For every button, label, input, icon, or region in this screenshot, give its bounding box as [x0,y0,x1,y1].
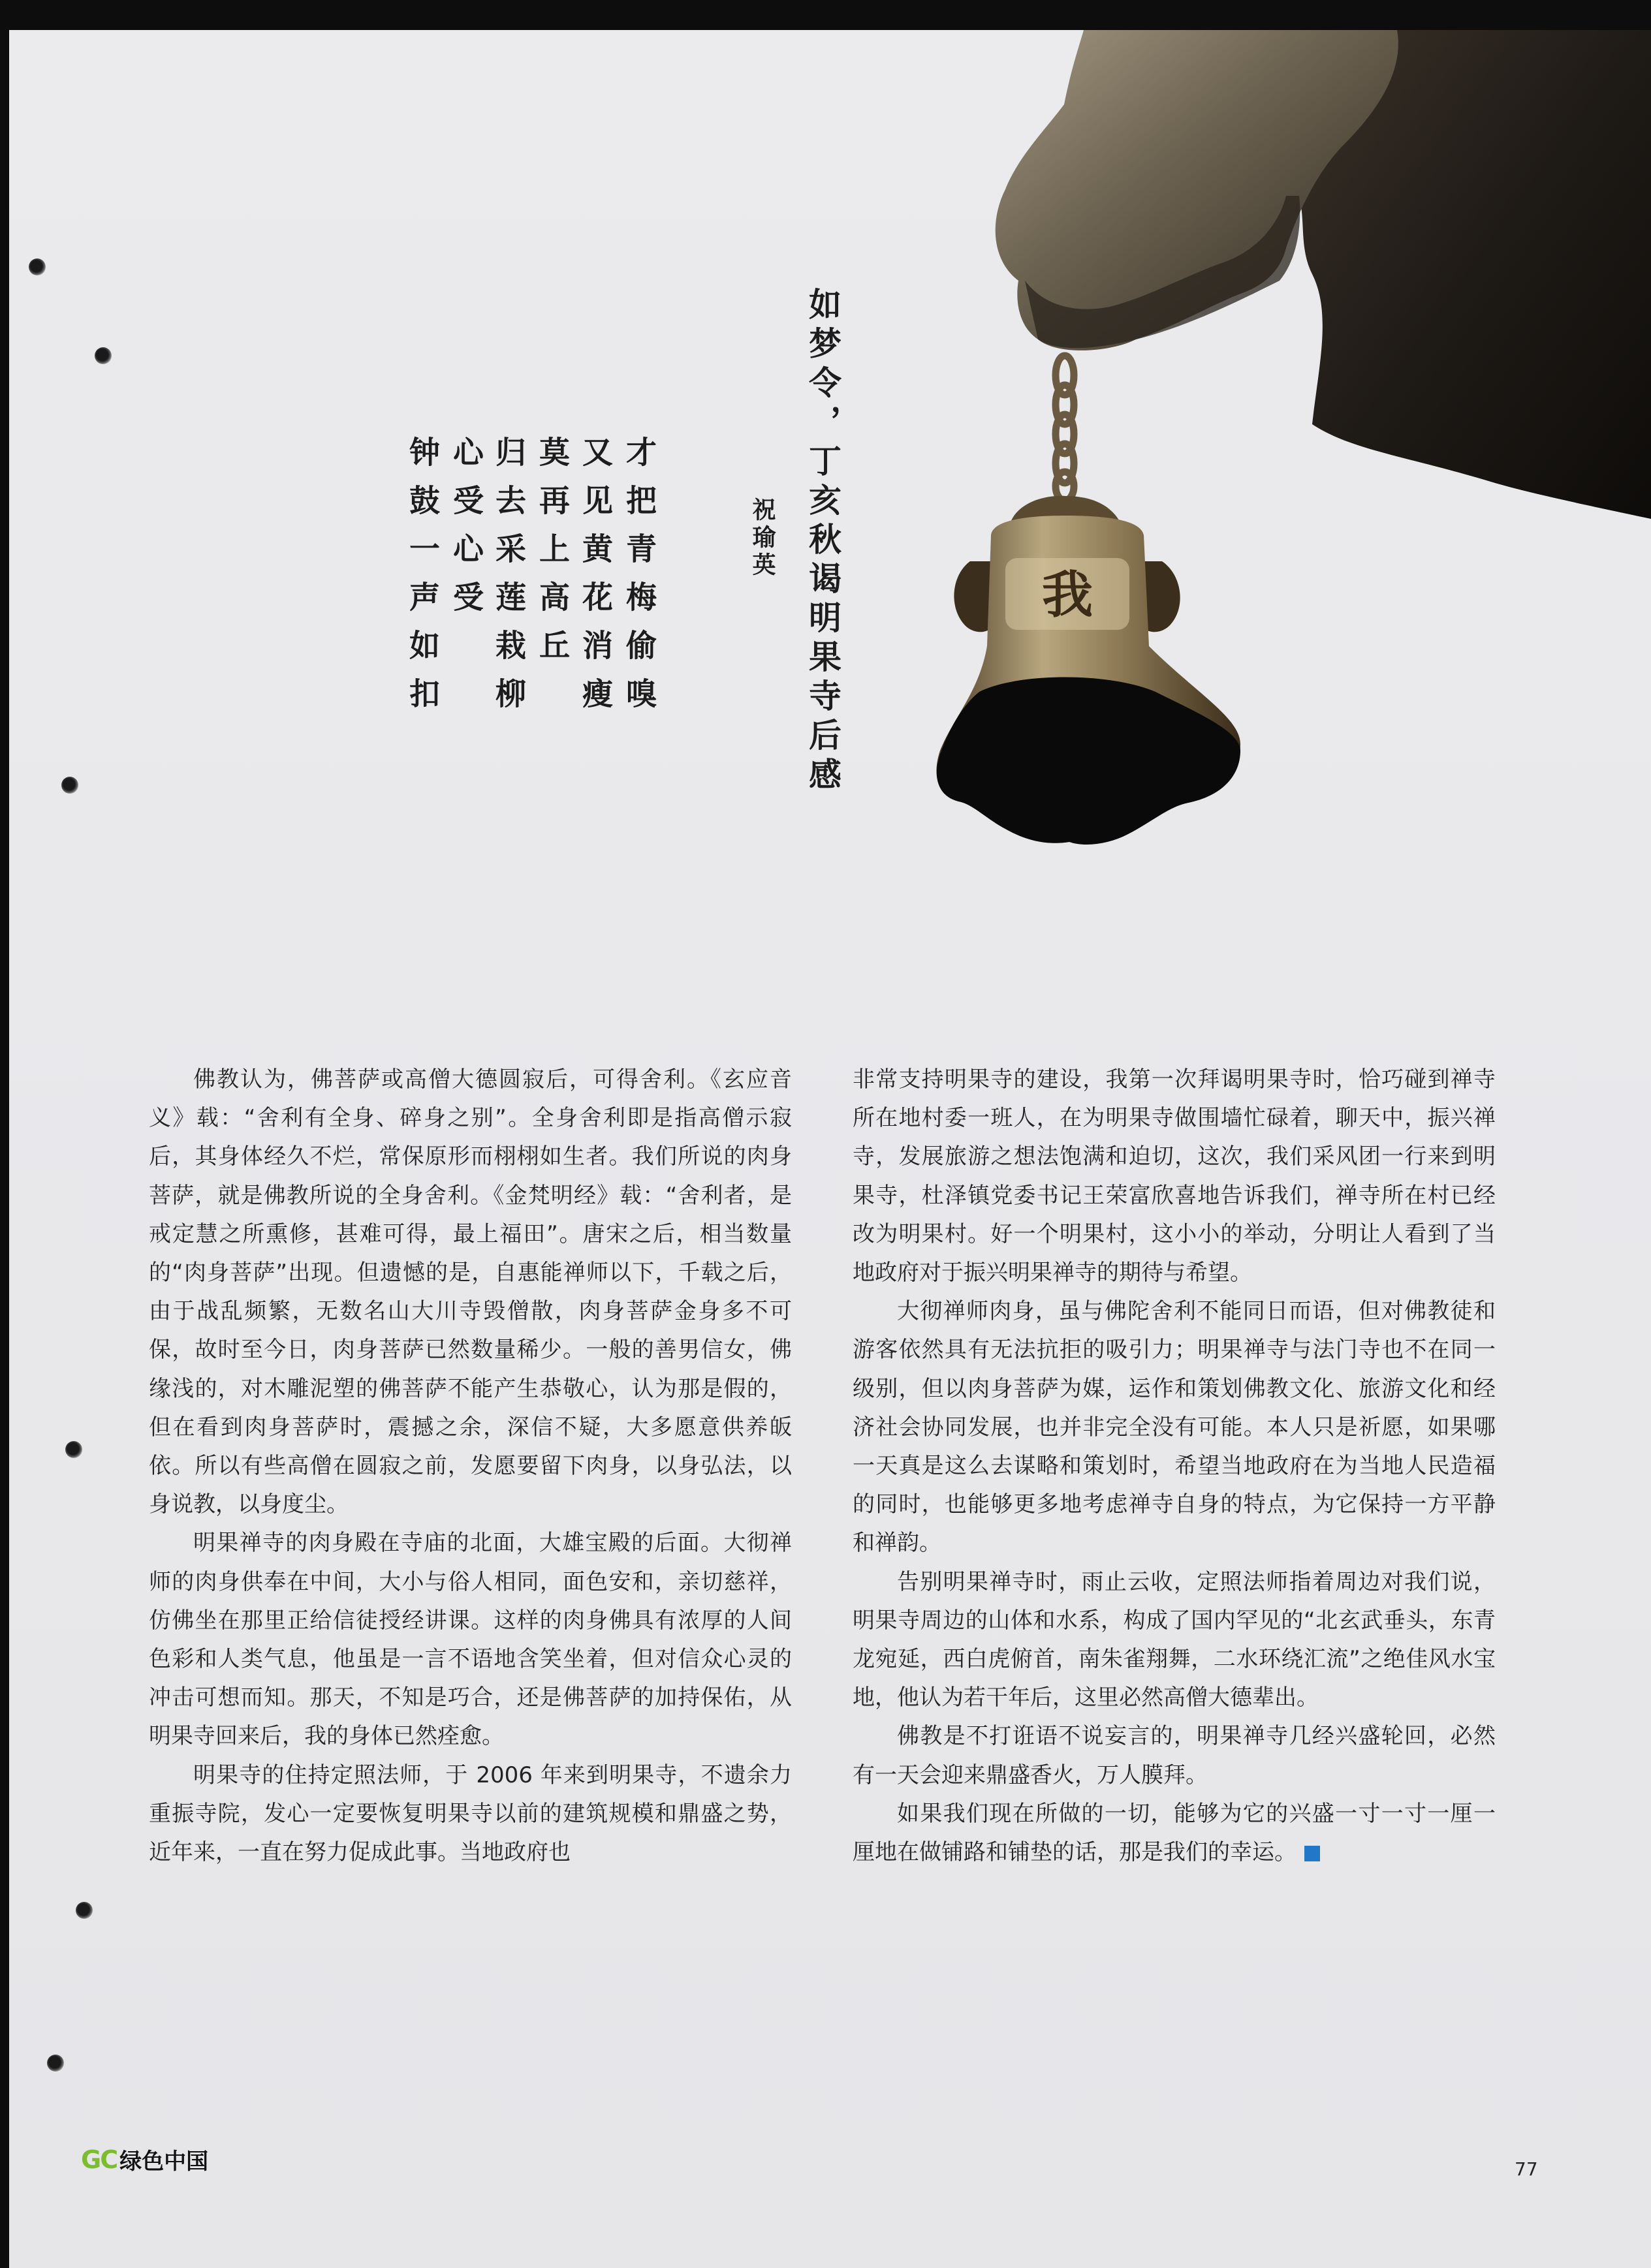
article-paragraph: 大彻禅师肉身，虽与佛陀舍利不能同日而语，但对佛教徒和游客依然具有无法抗拒的吸引力；明果禅寺与法门寺也不在同一级别，但以肉身菩萨为媒，运作和策划佛教文化、旅游文化和经济社会协同发展，也并非完全没有可能。本人只是祈愿，如果哪一天真是这么去谋略和策划时，希望当地政府在为当地人民造福的同时，也能够更多地考虑禅寺自身的特点，为它保持一方平静和禅韵。 [853,1298,1496,1557]
poem-line: 钟鼓一声如扣 [404,436,440,726]
poem-line: 心受心受 [448,436,484,629]
article-paragraph: 告别明果禅寺时，雨止云收，定照法师指着周边对我们说，明果寺周边的山体和水系，构成了国内罕见的“北玄武垂头，东青龙宛延，西白虎俯首，南朱雀翔舞，二水环绕汇流”之绝佳风水宝地，他认为若干年后，这里必然高僧大德辈出。 [853,1568,1496,1711]
article-left-column [149,1061,792,1872]
binding-hole [76,1902,93,1919]
bell-chain [1056,356,1074,501]
article-paragraph-continued: 非常支持明果寺的建设，我第一次拜谒明果寺时，恰巧碰到禅寺所在地村委一班人，在为明果寺做围墙忙碌着，聊天中，振兴禅寺，发展旅游之想法饱满和迫切，这次，我们采风团一行来到明果寺，杜泽镇党委书记王荣富欣喜地告诉我们，禅寺所在村已经改为明果村。好一个明果村，这小小的举动，分明让人看到了当地政府对于振兴明果禅寺的期待与希望。 [853,1066,1496,1286]
poem-line: 又见黄花消瘦 [577,436,613,726]
poem-author: 祝瑜英 [749,497,776,580]
article-paragraph: 佛教认为，佛菩萨或高僧大德圆寂后，可得舍利。《玄应音义》载：“舍利有全身、碎身之别”。全身舍利即是指高僧示寂后，其身体经久不烂，常保原形而栩栩如生者。我们所说的肉身菩萨，就是佛教所说的全身舍利。《金梵明经》载：“舍利者，是戒定慧之所熏修，甚难可得，最上福田”。唐宋之后，相当数量的“肉身菩萨”出现。但遗憾的是，自惠能禅师以下，千载之后，由于战乱频繁，无数名山大川寺毁僧散，肉身菩萨金身多不可保，故时至今日，肉身菩萨已然数量稀少。一般的善男信女，佛缘浅的，对木雕泥塑的佛菩萨不能产生恭敬心，认为那是假的，但在看到肉身菩萨时，震撼之余，深信不疑，大多愿意供养皈依。所以有些高僧在圆寂之前，发愿要留下肉身，以身弘法，以身说教，以身度尘。 [149,1066,792,1518]
poem-line: 归去采莲栽柳 [490,436,526,726]
article-paragraph: 明果寺的住持定照法师，于 2006 年来到明果寺，不遗余力重振寺院，发心一定要恢复明果寺以前的建筑规模和鼎盛之势，近年来，一直在努力促成此事。当地政府也 [149,1762,792,1866]
logo-mark: GC [81,2145,118,2174]
article-right-column [853,1061,1496,1872]
poem-title: 如梦令，丁亥秋谒明果寺后感 [804,287,842,796]
binding-hole [65,1441,82,1458]
binding-hole [47,2055,64,2072]
magazine-logo [81,2143,208,2175]
article-paragraph-text: 如果我们现在所做的一切，能够为它的兴盛一寸一寸一厘一厘地在做铺路和铺垫的话，那是我们的幸运。 [853,1800,1496,1866]
poem-line: 才把青梅偷嗅 [621,436,657,726]
poem-line: 莫再上高丘 [534,436,570,677]
end-mark-icon [1304,1846,1320,1861]
logo-text: 绿色中国 [119,2149,209,2175]
bell-inscription: 我 [1041,565,1093,625]
article-paragraph: 佛教是不打诳语不说妄言的，明果禅寺几经兴盛轮回，必然有一天会迎来鼎盛香火，万人膜拜。 [853,1723,1496,1788]
page-number: 77 [1515,2158,1538,2180]
article-paragraph-last [853,1795,1496,1872]
article-paragraph: 明果禅寺的肉身殿在寺庙的北面，大雄宝殿的后面。大彻禅师的肉身供奉在中间，大小与俗人相同，面色安和，亲切慈祥，仿佛坐在那里正给信徒授经讲课。这样的肉身佛具有浓厚的人间色彩和人类气息，他虽是一言不语地含笑坐着，但对信众心灵的冲击可想而知。那天，不知是巧合，还是佛菩萨的加持保佑，从明果寺回来后，我的身体已然痊愈。 [149,1530,792,1750]
